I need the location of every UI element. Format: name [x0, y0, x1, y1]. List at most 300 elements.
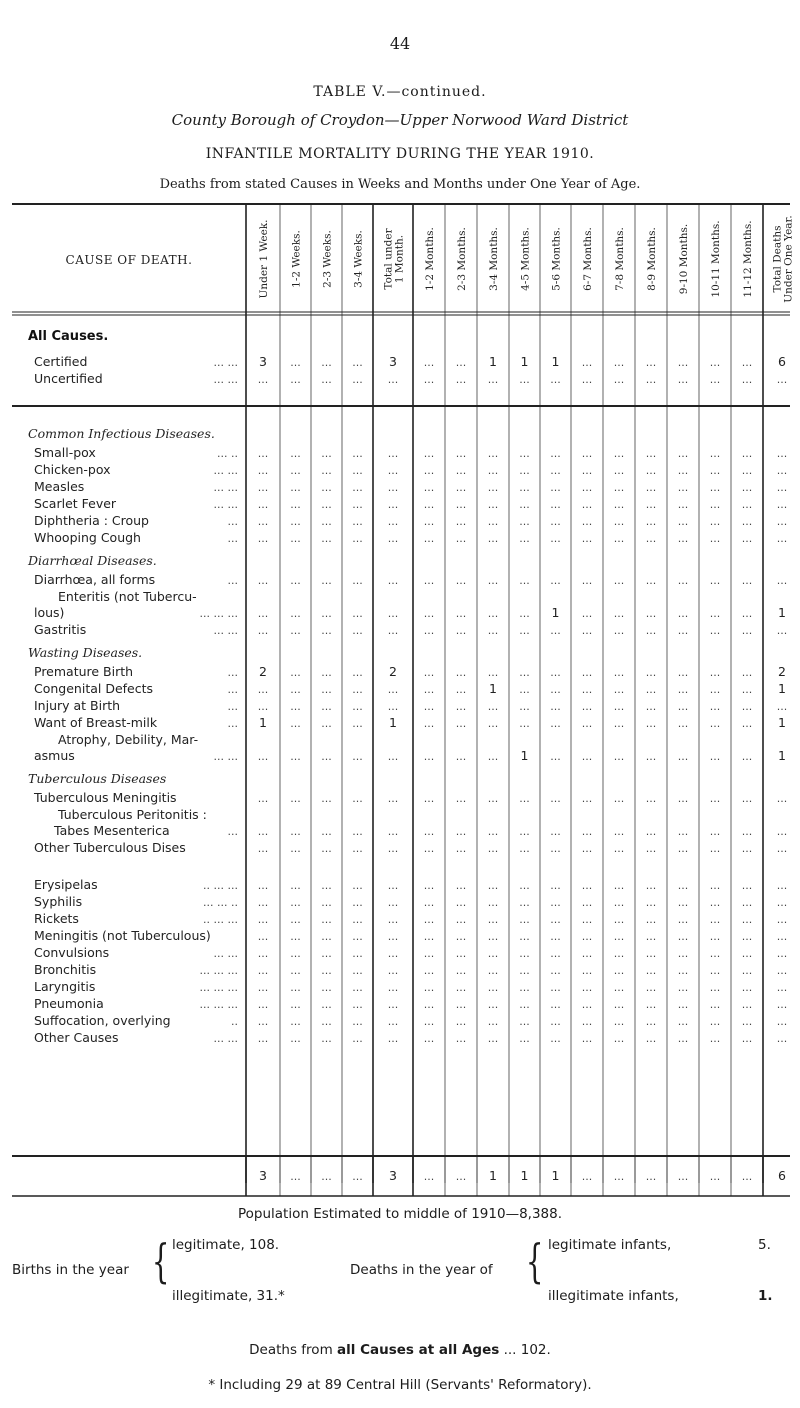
- row-label: Tabes Mesenterica: [54, 823, 170, 838]
- table-cell-empty: ...: [677, 981, 689, 994]
- table-cell-empty: ...: [423, 574, 435, 587]
- table-cell-empty: ...: [423, 624, 435, 637]
- table-cell-empty: ...: [550, 717, 561, 730]
- table-cell-empty: ...: [709, 700, 721, 713]
- table-cell-empty: ...: [321, 700, 332, 713]
- table-cell-empty: ...: [290, 356, 301, 369]
- row-leader: .. ... ...: [203, 913, 238, 926]
- table-cell-empty: ...: [613, 464, 625, 477]
- column-header: 9-10 Months.: [678, 223, 690, 295]
- row-leader: ... ...: [213, 481, 238, 494]
- table-cell-empty: ...: [581, 683, 593, 696]
- deaths-illegitimate-value: 1.: [758, 1288, 773, 1304]
- table-cell-empty: ...: [290, 481, 301, 494]
- table-cell-empty: ...: [321, 842, 332, 855]
- table-cell-empty: ...: [613, 947, 625, 960]
- table-cell: 1: [520, 748, 529, 763]
- table-cell-empty: ...: [352, 481, 363, 494]
- table-cell-empty: ...: [321, 930, 332, 943]
- table-cell-empty: ...: [709, 964, 721, 977]
- table-cell-empty: ...: [519, 515, 530, 528]
- table-cell-empty: ...: [455, 683, 467, 696]
- table-cell-empty: ...: [613, 373, 625, 386]
- table-cell-empty: ...: [455, 879, 467, 892]
- table-cell-empty: ...: [290, 825, 301, 838]
- table-cell-empty: ...: [290, 750, 301, 763]
- table-cell-empty: ...: [290, 896, 301, 909]
- table-cell-empty: ...: [487, 842, 499, 855]
- deaths-brace: {: [525, 1234, 544, 1288]
- table-cell-empty: ...: [387, 842, 399, 855]
- table-cell-empty: ...: [645, 964, 657, 977]
- table-cell-empty: ...: [645, 574, 657, 587]
- table-cell-empty: ...: [387, 464, 399, 477]
- table-cell-empty: ...: [519, 700, 530, 713]
- row-label: Suffocation, overlying: [34, 1013, 171, 1028]
- table-cell-empty: ...: [741, 683, 753, 696]
- table-cell-empty: ...: [455, 913, 467, 926]
- column-header: Under 1 Week.: [258, 219, 270, 299]
- table-cell-empty: ...: [423, 683, 435, 696]
- row-label: Measles: [34, 479, 85, 494]
- table-cell-empty: ...: [423, 750, 435, 763]
- table-cell-empty: ...: [776, 913, 788, 926]
- table-cell-empty: ...: [776, 825, 788, 838]
- total-cell: 1: [520, 1168, 529, 1183]
- table-cell-empty: ...: [352, 825, 363, 838]
- table-cell-empty: ...: [581, 1015, 593, 1028]
- table-cell-empty: ...: [321, 792, 332, 805]
- total-cell: 6: [778, 1168, 786, 1183]
- table-cell-empty: ...: [387, 750, 399, 763]
- table-cell-empty: ...: [352, 532, 363, 545]
- table-cell-empty: ...: [423, 842, 435, 855]
- table-cell-empty: ...: [677, 842, 689, 855]
- table-cell-empty: ...: [613, 1015, 625, 1028]
- table-cell-empty: ...: [290, 447, 301, 460]
- table-cell-empty: ...: [645, 879, 657, 892]
- table-cell-empty: ...: [741, 913, 753, 926]
- table-cell-empty: ...: [741, 447, 753, 460]
- table-cell-empty: ...: [387, 532, 399, 545]
- births-brace: {: [151, 1234, 170, 1288]
- table-cell-empty: ...: [776, 464, 788, 477]
- table-cell-empty: ...: [257, 532, 269, 545]
- table-cell-empty: ...: [550, 464, 561, 477]
- column-header: 10-11 Months.: [710, 220, 722, 298]
- table-cell-empty: ...: [677, 373, 689, 386]
- table-cell-empty: ...: [550, 373, 561, 386]
- table-cell-empty: ...: [352, 947, 363, 960]
- table-cell-empty: ...: [613, 447, 625, 460]
- table-cell-empty: ...: [387, 574, 399, 587]
- table-cell-empty: ...: [487, 896, 499, 909]
- table-cell-empty: ...: [776, 498, 788, 511]
- table-cell-empty: ...: [613, 666, 625, 679]
- table-cell-empty: ...: [645, 825, 657, 838]
- table-cell-empty: ...: [776, 1015, 788, 1028]
- row-label: Enteritis (not Tubercu-: [58, 589, 197, 604]
- table-cell-empty: ...: [677, 666, 689, 679]
- table-cell-empty: ...: [321, 1032, 332, 1045]
- table-cell-empty: ...: [423, 913, 435, 926]
- table-cell-empty: ...: [645, 750, 657, 763]
- table-cell-empty: ...: [519, 1032, 530, 1045]
- section-heading: Diarrhœal Diseases.: [28, 553, 157, 568]
- table-cell-empty: ...: [709, 532, 721, 545]
- table-cell-empty: ...: [519, 879, 530, 892]
- table-cell-empty: ...: [519, 666, 530, 679]
- table-cell-empty: ...: [550, 792, 561, 805]
- table-cell-empty: ...: [290, 930, 301, 943]
- row-leader: ... ...: [213, 464, 238, 477]
- table-cell-empty: ...: [487, 574, 499, 587]
- table-cell-empty: ...: [613, 879, 625, 892]
- table-cell-empty: ...: [487, 947, 499, 960]
- table-cell-empty: ...: [741, 825, 753, 838]
- table-cell-empty: ...: [455, 825, 467, 838]
- table-cell-empty: ...: [321, 447, 332, 460]
- table-cell-empty: ...: [741, 373, 753, 386]
- table-cell-empty: ...: [709, 607, 721, 620]
- row-label: Scarlet Fever: [34, 496, 117, 511]
- table-cell-empty: ...: [645, 666, 657, 679]
- row-label: Erysipelas: [34, 877, 98, 892]
- table-cell-empty: ...: [581, 464, 593, 477]
- table-cell-empty: ...: [487, 515, 499, 528]
- table-cell-empty: ...: [519, 1015, 530, 1028]
- table-cell-empty: ...: [387, 1032, 399, 1045]
- table-cell-empty: ...: [352, 913, 363, 926]
- table-cell-empty: ...: [455, 792, 467, 805]
- total-cell: 1: [551, 1168, 560, 1183]
- table-cell-empty: ...: [352, 792, 363, 805]
- deaths-legitimate-value: 5.: [758, 1237, 771, 1253]
- table-cell-empty: ...: [290, 464, 301, 477]
- table-cell-empty: ...: [423, 700, 435, 713]
- column-header: 3-4 Weeks.: [352, 230, 365, 288]
- table-cell-empty: ...: [487, 464, 499, 477]
- table-cell-empty: ...: [709, 750, 721, 763]
- table-cell-empty: ...: [550, 624, 561, 637]
- table-cell-empty: ...: [423, 879, 435, 892]
- table-cell-empty: ...: [487, 913, 499, 926]
- row-label: Rickets: [34, 911, 79, 926]
- table-cell-empty: ...: [677, 792, 689, 805]
- table-cell-empty: ...: [709, 1015, 721, 1028]
- table-cell-empty: ...: [387, 825, 399, 838]
- table-cell-empty: ...: [423, 998, 435, 1011]
- table-cell-empty: ...: [709, 842, 721, 855]
- table-cell-empty: ...: [519, 498, 530, 511]
- table-cell-empty: ...: [581, 498, 593, 511]
- table-cell-empty: ...: [387, 700, 399, 713]
- all-ages-emphasis: all Causes at all Ages: [337, 1342, 500, 1358]
- table-cell: 2: [389, 664, 397, 679]
- table-cell-empty: ...: [741, 1015, 753, 1028]
- table-cell-empty: ...: [645, 913, 657, 926]
- all-ages-deaths: [0, 1342, 800, 1358]
- column-header: 3-4 Months.: [488, 227, 500, 291]
- column-header: 4-5 Months.: [519, 227, 532, 291]
- table-cell-empty: ...: [776, 515, 788, 528]
- table-cell-empty: ...: [581, 792, 593, 805]
- table-cell-empty: ...: [613, 998, 625, 1011]
- table-cell-empty: ...: [321, 879, 332, 892]
- table-cell-empty: ...: [645, 373, 657, 386]
- table-cell-empty: ...: [519, 717, 530, 730]
- table-cell-empty: ...: [455, 842, 467, 855]
- table-cell-empty: ...: [423, 666, 435, 679]
- table-cell-empty: ...: [487, 373, 499, 386]
- table-cell-empty: ...: [677, 624, 689, 637]
- table-cell-empty: ...: [519, 842, 530, 855]
- table-cell: 3: [389, 354, 397, 369]
- table-cell-empty: ...: [321, 964, 332, 977]
- table-cell-empty: ...: [550, 1032, 561, 1045]
- table-cell-empty: ...: [581, 373, 593, 386]
- table-cell-empty: ...: [455, 947, 467, 960]
- table-cell-empty: ...: [741, 356, 753, 369]
- table-cell-empty: ...: [455, 1032, 467, 1045]
- table-cell-empty: ...: [455, 624, 467, 637]
- table-cell-empty: ...: [776, 624, 788, 637]
- table-cell-empty: ...: [387, 879, 399, 892]
- table-cell-empty: ...: [709, 683, 721, 696]
- column-header: 2-3 Months.: [456, 227, 468, 291]
- table-cell-empty: ...: [613, 1032, 625, 1045]
- table-cell-empty: ...: [321, 666, 332, 679]
- table-cell-empty: ...: [423, 515, 435, 528]
- table-cell-empty: ...: [352, 666, 363, 679]
- table-cell-empty: ...: [257, 930, 269, 943]
- row-leader: ...: [227, 515, 238, 528]
- table-cell-empty: ...: [709, 825, 721, 838]
- table-cell-empty: ...: [387, 481, 399, 494]
- total-cell: 3: [389, 1168, 397, 1183]
- table-cell-empty: ...: [257, 624, 269, 637]
- table-cell-empty: ...: [487, 666, 499, 679]
- table-cell-empty: ...: [321, 574, 332, 587]
- deaths-label: Deaths in the year of: [350, 1262, 493, 1278]
- table-cell-empty: ...: [613, 792, 625, 805]
- table-cell-empty: ...: [423, 825, 435, 838]
- table-cell-empty: ...: [455, 498, 467, 511]
- table-cell-empty: ...: [677, 879, 689, 892]
- row-leader: ... ...: [213, 624, 238, 637]
- table-cell-empty: ...: [519, 896, 530, 909]
- table-cell-empty: ...: [776, 532, 788, 545]
- table-cell-empty: ...: [352, 624, 363, 637]
- row-label: Diarrhœa, all forms: [34, 572, 156, 587]
- table-cell-empty: ...: [290, 700, 301, 713]
- table-cell: 3: [259, 354, 267, 369]
- table-cell-empty: ...: [290, 998, 301, 1011]
- table-cell-empty: ...: [709, 624, 721, 637]
- table-cell-empty: ...: [581, 717, 593, 730]
- column-header: 6-7 Months.: [582, 227, 594, 291]
- row-label: Congenital Defects: [34, 681, 154, 696]
- table-cell-empty: ...: [257, 464, 269, 477]
- table-cell-empty: ...: [709, 574, 721, 587]
- table-cell-empty: ...: [741, 717, 753, 730]
- table-cell-empty: ...: [645, 447, 657, 460]
- row-label: Laryngitis: [34, 979, 96, 994]
- table-cell-empty: ...: [645, 515, 657, 528]
- table-cell-empty: ...: [423, 447, 435, 460]
- row-label: Whooping Cough: [34, 530, 141, 545]
- table-cell-empty: ...: [519, 464, 530, 477]
- table-cell-empty: ...: [613, 981, 625, 994]
- table-cell-empty: ...: [581, 700, 593, 713]
- table-cell-empty: ...: [352, 750, 363, 763]
- table-cell-empty: ...: [677, 947, 689, 960]
- table-cell: 1: [551, 354, 560, 369]
- table-cell-empty: ...: [352, 717, 363, 730]
- table-cell-empty: ...: [741, 666, 753, 679]
- table-cell-empty: ...: [487, 700, 499, 713]
- table-cell-empty: ...: [321, 998, 332, 1011]
- table-cell-empty: ...: [776, 930, 788, 943]
- table-cell-empty: ...: [487, 792, 499, 805]
- table-cell-empty: ...: [321, 356, 332, 369]
- births-legitimate: legitimate, 108.: [172, 1237, 280, 1253]
- table-cell-empty: ...: [519, 532, 530, 545]
- table-cell-empty: ...: [455, 717, 467, 730]
- table-cell-empty: ...: [487, 930, 499, 943]
- table-cell-empty: ...: [613, 913, 625, 926]
- table-cell-empty: ...: [613, 842, 625, 855]
- table-cell-empty: ...: [645, 683, 657, 696]
- table-cell-empty: ...: [776, 373, 788, 386]
- total-cell-empty: ...: [645, 1170, 657, 1183]
- table-cell-empty: ...: [519, 913, 530, 926]
- table-cell-empty: ...: [290, 879, 301, 892]
- table-cell-empty: ...: [645, 842, 657, 855]
- table-cell-empty: ...: [455, 981, 467, 994]
- table-cell-empty: ...: [455, 896, 467, 909]
- footnote: * Including 29 at 89 Central Hill (Servants' Reformatory).: [208, 1377, 592, 1393]
- table-cell-empty: ...: [290, 1015, 301, 1028]
- table-cell-empty: ...: [741, 750, 753, 763]
- table-cell-empty: ...: [677, 717, 689, 730]
- table-cell-empty: ...: [519, 964, 530, 977]
- row-label: Other Causes: [34, 1030, 119, 1045]
- table-cell-empty: ...: [321, 532, 332, 545]
- table-cell-empty: ...: [290, 624, 301, 637]
- table-cell-empty: ...: [645, 947, 657, 960]
- table-cell: 1: [778, 748, 786, 763]
- table-cell-empty: ...: [519, 481, 530, 494]
- table-cell-empty: ...: [321, 825, 332, 838]
- total-cell-empty: ...: [455, 1170, 467, 1183]
- row-leader: ... ...: [213, 947, 238, 960]
- table-cell-empty: ...: [550, 964, 561, 977]
- table-cell-empty: ...: [581, 964, 593, 977]
- table-cell-empty: ...: [709, 447, 721, 460]
- table-cell-empty: ...: [776, 896, 788, 909]
- table-cell-empty: ...: [550, 574, 561, 587]
- table-cell-empty: ...: [352, 998, 363, 1011]
- row-leader: ...: [227, 574, 238, 587]
- table-cell-empty: ...: [613, 481, 625, 494]
- table-cell-empty: ...: [709, 1032, 721, 1045]
- table-cell-empty: ...: [709, 481, 721, 494]
- table-cell-empty: ...: [487, 532, 499, 545]
- table-cell-empty: ...: [387, 515, 399, 528]
- table-cell-empty: ...: [487, 624, 499, 637]
- table-cell-empty: ...: [550, 981, 561, 994]
- table-cell-empty: ...: [645, 481, 657, 494]
- deaths-illegitimate-label: illegitimate infants,: [548, 1288, 679, 1304]
- table-cell-empty: ...: [613, 498, 625, 511]
- row-leader: ...: [227, 717, 238, 730]
- table-cell-empty: ...: [257, 750, 269, 763]
- table-cell-empty: ...: [613, 532, 625, 545]
- table-cell-empty: ...: [550, 700, 561, 713]
- row-label: Diphtheria : Croup: [34, 513, 149, 528]
- table-cell-empty: ...: [455, 998, 467, 1011]
- table-cell-empty: ...: [709, 464, 721, 477]
- table-cell-empty: ...: [455, 447, 467, 460]
- table-cell-empty: ...: [519, 373, 530, 386]
- table-cell-empty: ...: [423, 1015, 435, 1028]
- total-cell-empty: ...: [709, 1170, 721, 1183]
- table-cell-empty: ...: [487, 447, 499, 460]
- table-cell-empty: ...: [423, 373, 435, 386]
- table-cell: 1: [389, 715, 397, 730]
- table-cell-empty: ...: [613, 896, 625, 909]
- district-title: County Borough of Croydon—Upper Norwood Ward District: [171, 111, 629, 129]
- table-cell-empty: ...: [677, 532, 689, 545]
- table-cell-empty: ...: [290, 683, 301, 696]
- table-cell-empty: ...: [257, 574, 269, 587]
- row-label: Atrophy, Debility, Mar-: [58, 732, 199, 747]
- table-cell-empty: ...: [321, 1015, 332, 1028]
- table-cell-empty: ...: [352, 700, 363, 713]
- column-header: 5-6 Months.: [550, 227, 563, 291]
- table-cell-empty: ...: [321, 373, 332, 386]
- mortality-title: INFANTILE MORTALITY DURING THE YEAR 1910.: [205, 146, 595, 162]
- table-cell-empty: ...: [423, 532, 435, 545]
- table-cell-empty: ...: [257, 683, 269, 696]
- table-cell-empty: ...: [741, 879, 753, 892]
- column-header: 11-12 Months.: [742, 220, 754, 298]
- table-cell-empty: ...: [321, 683, 332, 696]
- table-cell-empty: ...: [387, 930, 399, 943]
- table-cell-empty: ...: [741, 607, 753, 620]
- table-cell-empty: ...: [613, 607, 625, 620]
- row-label: asmus: [34, 748, 75, 763]
- table-cell-empty: ...: [423, 930, 435, 943]
- table-cell-empty: ...: [581, 666, 593, 679]
- table-cell-empty: ...: [519, 998, 530, 1011]
- table-cell-empty: ...: [613, 515, 625, 528]
- population-estimate: Population Estimated to middle of 1910—8,388.: [237, 1206, 563, 1222]
- total-cell: 1: [489, 1168, 497, 1183]
- table-cell-empty: ...: [290, 964, 301, 977]
- table-cell-empty: ...: [257, 498, 269, 511]
- table-cell-empty: ...: [709, 356, 721, 369]
- table-cell-empty: ...: [487, 998, 499, 1011]
- table-cell-empty: ...: [645, 792, 657, 805]
- table-cell-empty: ...: [257, 515, 269, 528]
- table-cell-empty: ...: [645, 1032, 657, 1045]
- table-cell-empty: ...: [741, 792, 753, 805]
- table-cell-empty: ...: [677, 896, 689, 909]
- table-cell-empty: ...: [321, 981, 332, 994]
- table-cell-empty: ...: [709, 373, 721, 386]
